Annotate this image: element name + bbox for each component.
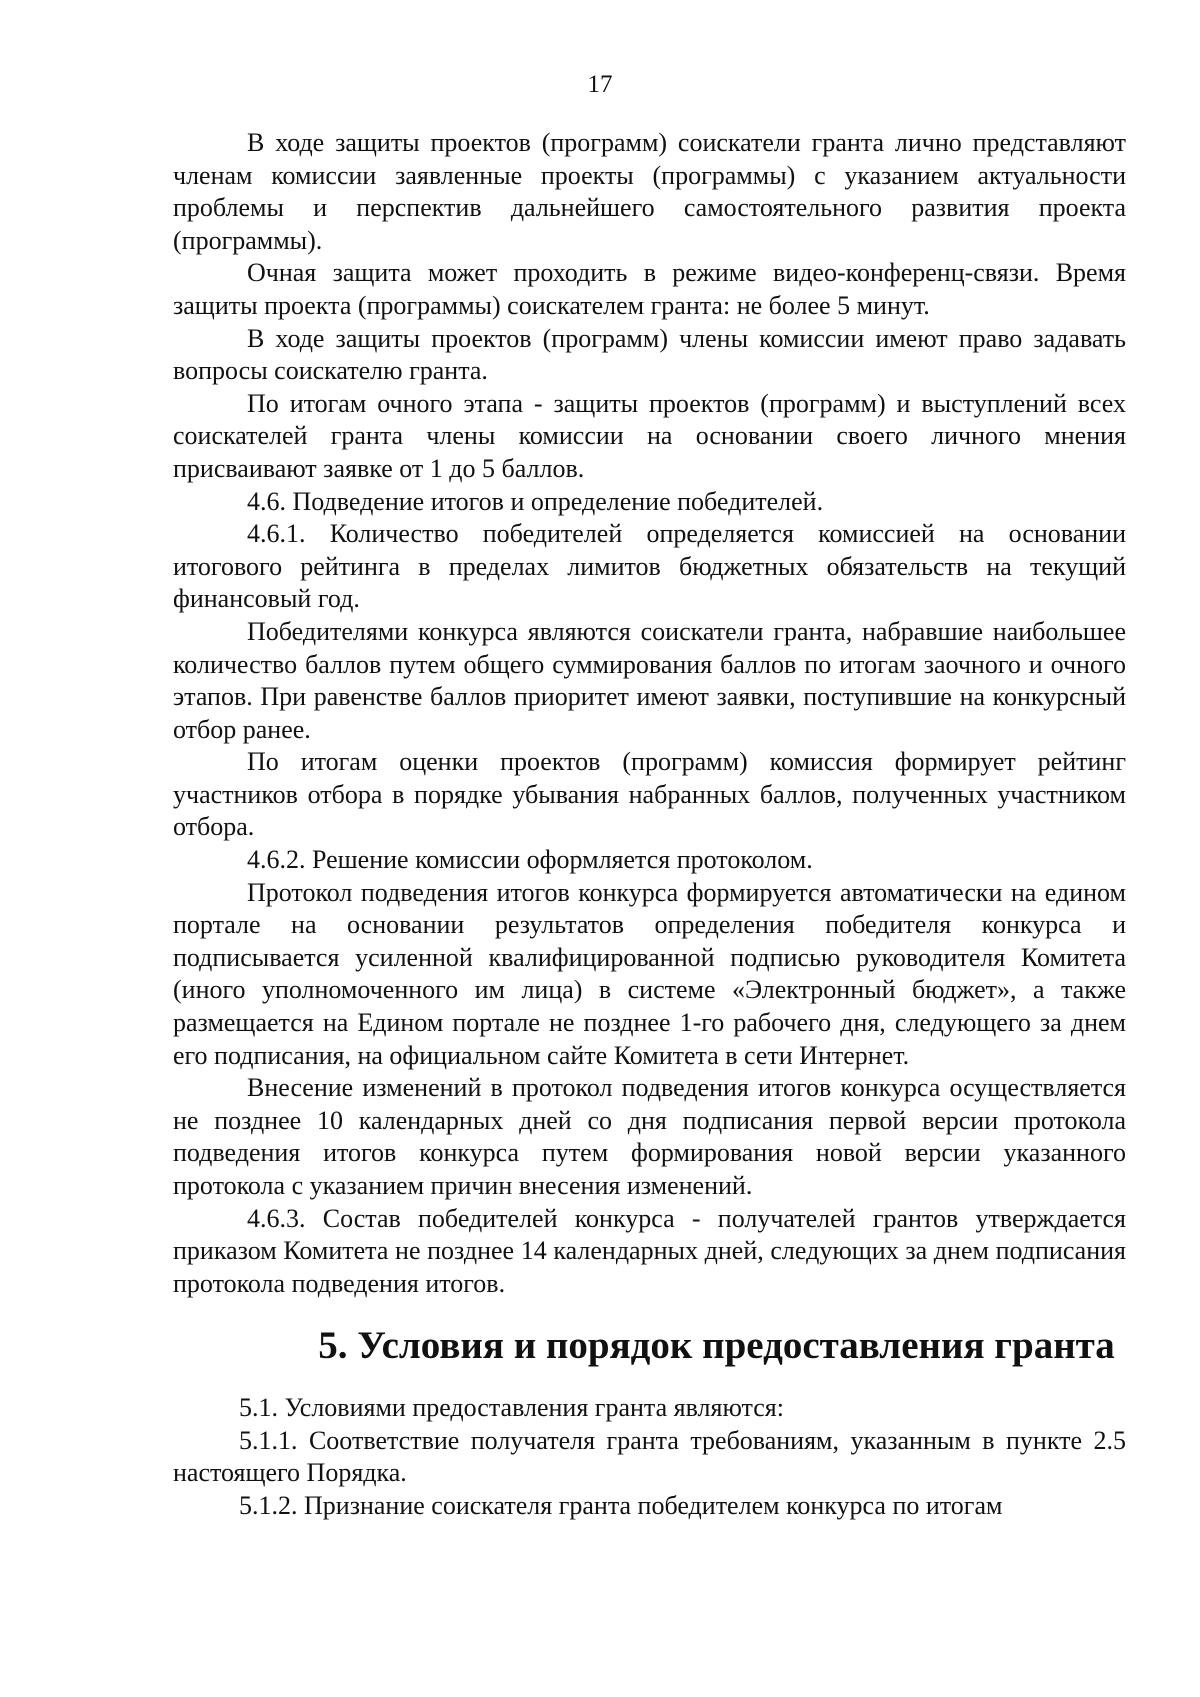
paragraph-4-6-1: 4.6.1. Количество победителей определяется комиссией на основании итогового рейтинга в пределах лимитов бюджетных обязательств на текущий финансовый год. (173, 519, 1126, 614)
paragraph-4-6-3: 4.6.3. Состав победителей конкурса - получателей грантов утверждается приказом Комитета не позднее 14 календарных дней, следующих за днем подписания протокола подведения итогов. (173, 1203, 1126, 1298)
paragraph-5-1: 5.1. Условиями предоставления гранта являются: (239, 1392, 784, 1422)
paragraph-defense-presentation: В ходе защиты проектов (программ) соискатели гранта лично представляют членам комиссии заявленные проекты (программы) с указанием актуальности проблемы и перспектив дальнейшего самостоятельного развития проекта (программы). (173, 128, 1126, 255)
paragraph-5-1-1: 5.1.1. Соответствие получателя гранта требованиям, указанным в пункте 2.5 настоящего Порядка. (173, 1425, 1126, 1488)
section-heading: 5. Условия и порядок предоставления гранта (318, 1324, 1115, 1368)
paragraph-protocol-changes: Внесение изменений в протокол подведения итогов конкурса осуществляется не позднее 10 календарных дней со дня подписания первой версии протокола подведения итогов конкурса путем формирования новой версии указанного протокола с указанием причин внесения изменений. (173, 1073, 1126, 1200)
paragraph-5-1-2: 5.1.2. Признание соискателя гранта победителем конкурса по итогам (239, 1490, 1003, 1520)
paragraph-rating: По итогам оценки проектов (программ) комиссия формирует рейтинг участников отбора в порядке убывания набранных баллов, полученных участником отбора. (173, 747, 1126, 842)
paragraph-4-6-2: 4.6.2. Решение комиссии оформляется протоколом. (247, 845, 813, 875)
paragraph-questions: В ходе защиты проектов (программ) члены комиссии имеют право задавать вопросы соискателю гранта. (173, 323, 1126, 386)
paragraph-scoring: По итогам очного этапа - защиты проектов (программ) и выступлений всех соискателей гранта члены комиссии на основании своего личного мнения присваивают заявке от 1 до 5 баллов. (173, 388, 1126, 483)
document-body (173, 127, 1126, 1522)
page-number: 17 (587, 71, 613, 98)
paragraph-winners: Победителями конкурса являются соискатели гранта, набравшие наибольшее количество баллов путем общего суммирования баллов по итогам заочного и очного этапов. При равенстве баллов приоритет имеют заявки, поступившие на конкурсный отбор ранее. (173, 616, 1126, 744)
paragraph-protocol: Протокол подведения итогов конкурса формируется автоматически на едином портале на основании результатов определения победителя конкурса и подписывается усиленной квалифицированной подписью руководителя Комитета (иного уполномоченного им лица) в системе «Электронный бюджет», а также размещается на Едином портале не позднее 1-го рабочего дня, следующего за днем его подписания, на официальном сайте Комитета в сети Интернет. (173, 877, 1126, 1070)
paragraph-4-6: 4.6. Подведение итогов и определение победителей. (247, 486, 824, 516)
paragraph-video-conference: Очная защита может проходить в режиме видео-конференц-связи. Время защиты проекта (программы) соискателем гранта: не более 5 минут. (173, 258, 1126, 320)
